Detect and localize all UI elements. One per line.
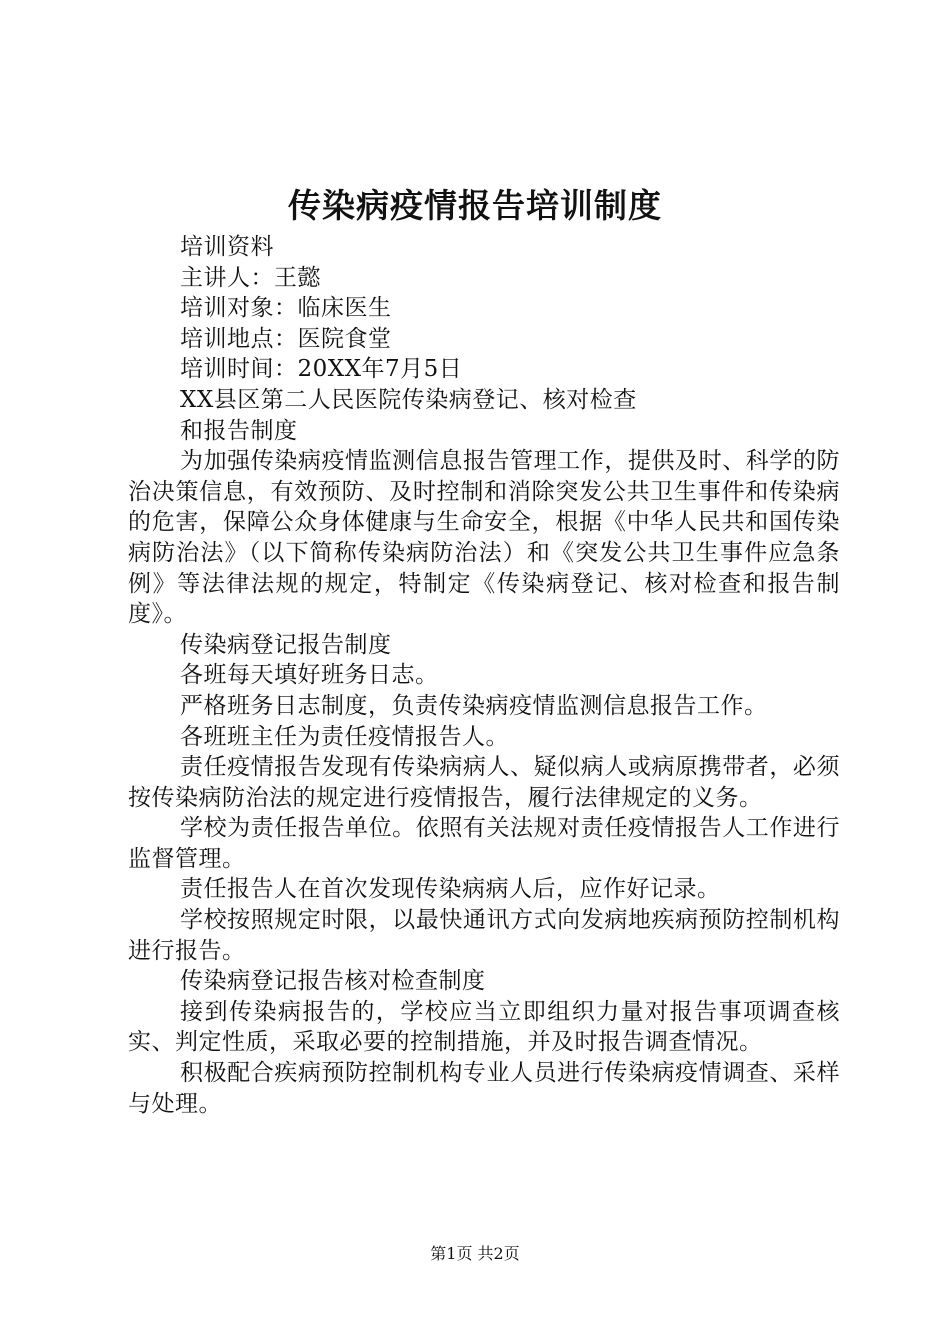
paragraph: 接到传染病报告的，学校应当立即组织力量对报告事项调查核实、判定性质，采取必要的控制措施，并及时报告调查情况。 <box>128 998 840 1056</box>
section-heading: 传染病登记报告核对检查制度 <box>180 968 486 995</box>
paragraph: 责任疫情报告发现有传染病病人、疑似病人或病原携带者，必须按传染病防治法的规定进行疫情报告，履行法律规定的义务。 <box>128 754 840 811</box>
paragraph: 严格班务日志制度，负责传染病疫情监测信息报告工作。 <box>180 692 768 719</box>
paragraph: 学校按照规定时限，以最快通讯方式向发病地疾病预防控制机构进行报告。 <box>128 907 840 964</box>
document-body <box>128 232 840 1119</box>
paragraph: 培训时间：20XX年7月5日 <box>180 356 463 383</box>
paragraph: 培训地点：医院食堂 <box>180 325 392 352</box>
paragraph: 为加强传染病疫情监测信息报告管理工作，提供及时、科学的防治决策信息，有效预防、及时控制和消除突发公共卫生事件和传染病的危害，保障公众身体健康与生命安全，根据《中华人民共和国传染病防治法》（以下简称传染病防治法）和《突发公共卫生事件应急条例》等法律法规的规定，特制定《传染病登记、核对检查和报告制度》。 <box>128 448 840 628</box>
page-footer: 第1页 共2页 <box>430 1244 520 1263</box>
paragraph: 各班班主任为责任疫情报告人。 <box>180 723 509 750</box>
paragraph: 培训资料 <box>180 234 274 260</box>
paragraph: 学校为责任报告单位。依照有关法规对责任疫情报告人工作进行监督管理。 <box>128 815 840 872</box>
paragraph: 各班每天填好班务日志。 <box>180 662 439 689</box>
document-title: 传染病疫情报告培训制度 <box>288 186 662 225</box>
paragraph: 和报告制度 <box>180 417 298 444</box>
paragraph: 责任报告人在首次发现传染病病人后，应作好记录。 <box>180 876 721 903</box>
paragraph: 培训对象：临床医生 <box>180 295 392 322</box>
section-heading: 传染病登记报告制度 <box>180 631 392 658</box>
paragraph: 主讲人：王懿 <box>180 264 321 291</box>
paragraph: 积极配合疾病预防控制机构专业人员进行传染病疫情调查、采样与处理。 <box>128 1060 840 1117</box>
paragraph: XX县区第二人民医院传染病登记、核对检查 <box>180 386 637 413</box>
